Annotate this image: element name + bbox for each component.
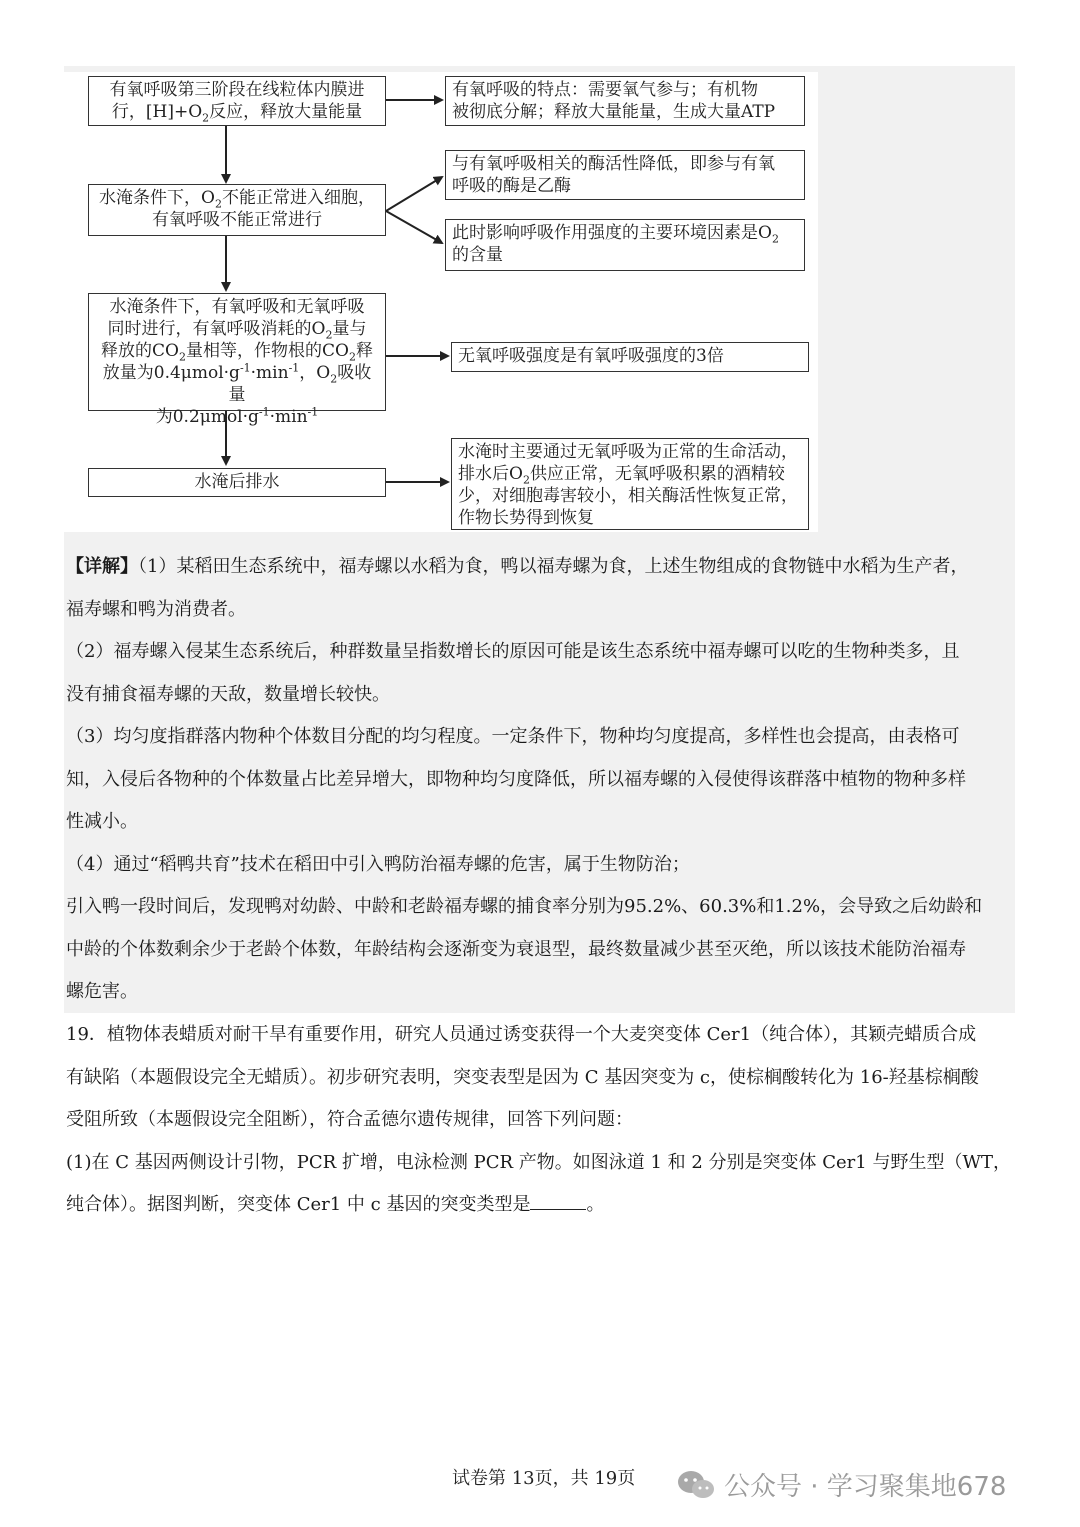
box-recovery: 水淹时主要通过无氧呼吸为正常的生命活动， 排水后$O_2$供应正常，无氧呼吸积累的酒精较 少，对细胞毒害较小，相关酶活性恢复正常， 作物长势得到恢复 [451,438,809,530]
question-line-1: 19．植物体表蜡质对耐干旱有重要作用，研究人员通过诱变获得一个大麦突变体 Cer1（纯合体），其颖壳蜡质合成 [66,1024,977,1045]
box-oxygen-factor: 此时影响呼吸作用强度的主要环境因素是$O_2$ 的含量 [445,219,805,271]
question-line-5: 纯合体）。据图判断，突变体 Cer1 中 c 基因的突变类型是 。 [66,1184,1016,1227]
box-drainage: 水淹后排水 [88,468,386,497]
box-flooding-respiration: 水淹条件下，有氧呼吸和无氧呼吸 同时进行，有氧呼吸消耗的$O_2$量与 释放的$CO_2$量相等，作物根的$CO_2$释 放量为$0.4\mu mol\cdot g^{-1}\cdot\min^{-1}$，$O_2$吸收量 为$0.2\mu mol\cdot g^{-1}\cdot\min^{-1}$ [88,293,386,411]
explanation-section [66,546,1016,1014]
chat-bubble-icon [676,1468,716,1502]
explanation-p4b: 引入鸭一段时间后，发现鸭对幼龄、中龄和老龄福寿螺的捕食率分别为95.2%、60.3%和1.2%，会导致之后幼龄和 [66,896,983,917]
explanation-p1a: 【详解】（1）某稻田生态系统中，福寿螺以水稻为食，鸭以福寿螺为食，上述生物组成的食物链中水稻为生产者， [66,556,969,577]
explanation-p4a: （4）通过“稻鸭共育”技术在稻田中引入鸭防治福寿螺的危害，属于生物防治； [66,853,690,875]
question-line-3: 受阻所致（本题假设完全阻断），符合孟德尔遗传规律，回答下列问题： [66,1109,633,1130]
box-aerobic-third-stage: 有氧呼吸第三阶段在线粒体内膜进 行，$[H]+O_2$反应，释放大量能量 [88,76,386,126]
box-anaerobic-ratio: 无氧呼吸强度是有氧呼吸强度的3倍 [451,342,809,372]
box-enzyme-activity: 与有氧呼吸相关的酶活性降低，即参与有氧 呼吸的酶是乙酶 [445,150,805,200]
flow-diagram [64,72,818,532]
question-line-2: 有缺陷（本题假设完全无蜡质）。初步研究表明，突变表型是因为 C 基因突变为 c，使棕榈酸转化为 16-羟基棕榈酸 [66,1066,979,1088]
box-flooding-oxygen: 水淹条件下，$O_2$不能正常进入细胞， 有氧呼吸不能正常进行 [88,184,386,236]
explanation-label: 【详解】 [66,556,138,577]
explanation-p4c: 中龄的个体数剩余少于老龄个体数，年龄结构会逐渐变为衰退型，最终数量减少甚至灭绝，所以该技术能防治福寿 [66,938,966,960]
page-footer: 试卷第 13页，共 19页 [452,1468,636,1489]
watermark [676,1466,1006,1503]
explanation-p4d: 螺危害。 [66,981,138,1002]
explanation-p3a: （3）均匀度指群落内物种个体数目分配的均匀程度。一定条件下，物种均匀度提高，多样性也会提高，由表格可 [66,726,960,747]
arrow-b2-r3 [386,211,442,243]
explanation-p2a: （2）福寿螺入侵某生态系统后，种群数量呈指数增长的原因可能是该生态系统中福寿螺可以吃的生物种类多，且 [66,641,960,662]
question-line-4: (1)在 C 基因两侧设计引物，PCR 扩增，电泳检测 PCR 产物。如图泳道 1 和 2 分别是突变体 Cer1 与野生型（WT， [66,1151,1011,1173]
arrow-b2-r2 [386,177,442,211]
watermark-text: 公众号 · 学习聚集地678 [724,1472,1007,1502]
box-aerobic-features: 有氧呼吸的特点：需要氧气参与；有机物 被彻底分解；释放大量能量，生成大量ATP [445,76,805,126]
explanation-p2b: 没有捕食福寿螺的天敌，数量增长较快。 [66,683,390,705]
answer-blank[interactable] [530,1189,586,1210]
question-19 [66,1014,1016,1227]
explanation-p3b: 知，入侵后各物种的个体数量占比差异增大，即物种均匀度降低，所以福寿螺的入侵使得该群落中植物的物种多样 [66,768,966,790]
explanation-p1b: 福寿螺和鸭为消费者。 [66,598,246,620]
explanation-p3c: 性减小。 [66,811,138,832]
